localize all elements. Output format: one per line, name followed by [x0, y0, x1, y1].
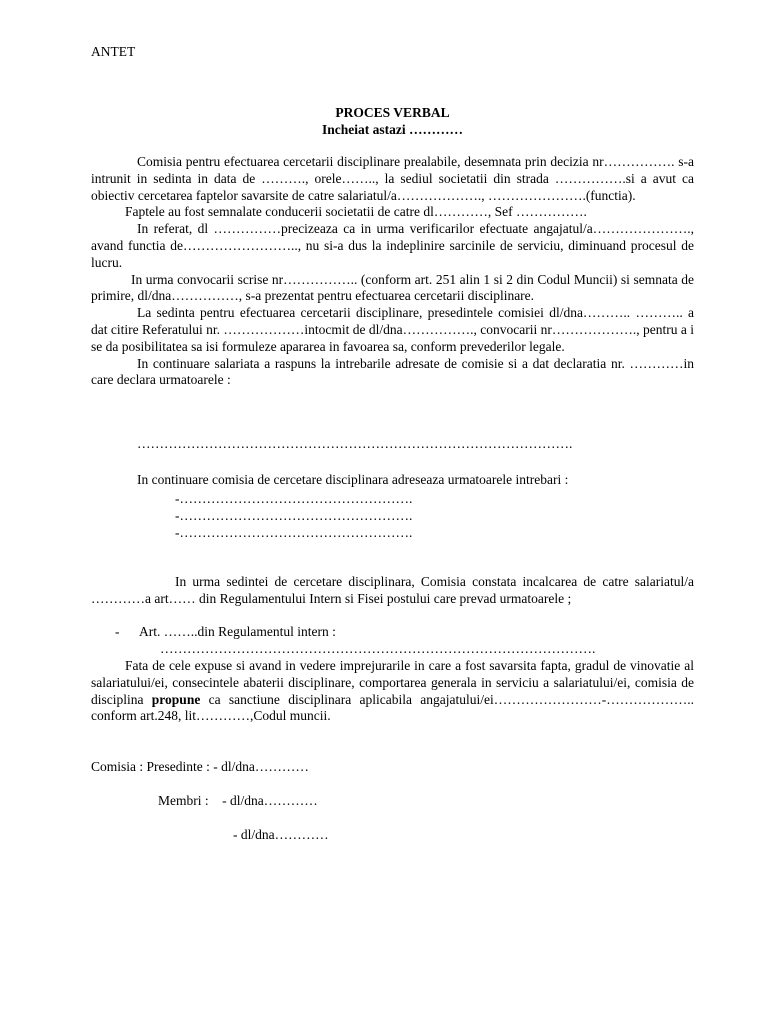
letterhead: ANTET	[91, 44, 136, 59]
document-title: PROCES VERBAL	[335, 105, 450, 120]
bullet-dash: -	[115, 624, 120, 639]
paragraph-meeting: La sedinta pentru efectuarea cercetarii disciplinare, presedintele comisiei dl/dna……….. ……….. a dat citire Referatului nr. ………………intocmit de dl/dna……………., convocarii nr………………., pentru a i se da posibilitatea sa isi formuleze apararea in favoarea sa, conform prevederilor legale.	[91, 305, 694, 354]
question-item: -…………………………………………….	[175, 491, 413, 506]
paragraph-questions-intro: In continuare comisia de cercetare disciplinara adreseaza urmatoarele intrebari :	[137, 472, 569, 487]
proposal-text-end: ca sanctiune disciplinara aplicabila angajatului/ei……………………-……………….. conform art.248, lit…………,Codul muncii.	[91, 691, 694, 724]
paragraph-proposal	[91, 658, 694, 725]
paragraph-facts: Faptele au fost semnalate conducerii societatii de catre dl…………, Sef …………….	[125, 204, 587, 220]
signature-president: Comisia : Presedinte : - dl/dna…………	[91, 759, 309, 774]
declaration-dotline: …………………………………………………………………………………….	[137, 436, 573, 451]
signature-member-2: - dl/dna…………	[233, 827, 329, 842]
paragraph-commission: Comisia pentru efectuarea cercetarii disciplinare prealabile, desemnata prin decizia nr……………. s-a intrunit in sedinta in data de ………., orele…….., la sediul societatii din strada …………….si a avut ca obiectiv cercetarea faptelor savarsite de catre salariatul/a………………., ………………….(functia).	[91, 154, 694, 203]
proposal-text-start: Fata de cele expuse si avand in vedere imprejurarile in care a fost savarsita fapta, gradul de vinovatie al salariatului/ei, consecintele abaterii disciplinare, comportarea generala in serviciu a salariatului/ei, comisia de disciplina	[91, 658, 694, 707]
article-dotline: …………………………………………………………………………………….	[160, 641, 596, 656]
body-section-3	[91, 658, 694, 725]
bullet-article: Art. ……..din Regulamentul intern :	[139, 624, 336, 639]
signature-member-1: Membri : - dl/dna…………	[158, 793, 318, 808]
paragraph-declaration: In continuare salariata a raspuns la intrebarile adresate de comisie si a dat declaratia nr. …………in care declara urmatoarele :	[91, 355, 694, 388]
body-section-2	[91, 574, 694, 608]
question-item: -…………………………………………….	[175, 508, 413, 523]
body-section-1	[91, 154, 694, 389]
question-item: -…………………………………………….	[175, 525, 413, 540]
proposal-keyword: propune	[151, 691, 201, 707]
paragraph-convocation: In urma convocarii scrise nr…………….. (conform art. 251 alin 1 si 2 din Codul Muncii) si semnata de primire, dl/dna……………, s-a prezentat pentru efectuarea cercetarii disciplinare.	[91, 271, 694, 304]
questions-list	[175, 490, 412, 541]
document-subtitle: Incheiat astazi …………	[322, 122, 463, 137]
paragraph-report: In referat, dl ……………precizeaza ca in urma verificarilor efectuate angajatul/a…………………., avand functia de…………………….., nu si-a dus la indeplinire sarcinile de serviciu, diminuand procesul de lucru.	[91, 221, 694, 270]
paragraph-finding: In urma sedintei de cercetare disciplinara, Comisia constata incalcarea de catre salariatul/a …………a art…… din Regulamentului Intern si Fisei postului care prevad urmatoarele ;	[91, 574, 694, 606]
